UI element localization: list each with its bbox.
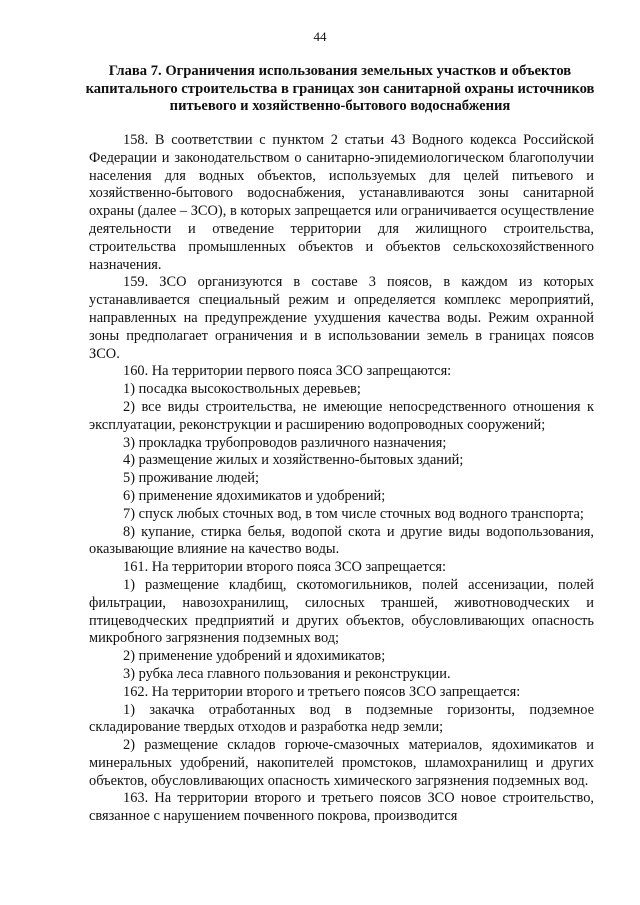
list-item: 1) размещение кладбищ, скотомогильников, полей ассенизации, полей фильтрации, навозохранилищ, силосных траншей, животноводческих и птицеводческих предприятий и других объектов, обусловливающих опасность микробного загрязнения подземных вод;: [89, 576, 594, 647]
list-item: 6) применение ядохимикатов и удобрений;: [123, 487, 386, 504]
list-item: 1) посадка высокоствольных деревьев;: [123, 381, 361, 398]
chapter-title: Глава 7. Ограничения использования земельных участков и объектов капитального строительства в границах зон санитарной охраны источников питьевого и хозяйственно-бытового водоснабжения: [85, 63, 595, 114]
paragraph-162: 162. На территории второго и третьего поясов ЗСО запрещается:: [123, 683, 521, 700]
list-item: 8) купание, стирка белья, водопой скота и другие виды водопользования, оказывающие влияние на качество воды.: [89, 523, 594, 558]
paragraph-160: 160. На территории первого пояса ЗСО запрещаются:: [123, 363, 452, 380]
list-item: 5) проживание людей;: [123, 470, 259, 487]
list-item: 7) спуск любых сточных вод, в том числе сточных вод водного транспорта;: [123, 505, 584, 522]
list-item: 2) применение удобрений и ядохимикатов;: [123, 648, 386, 665]
list-item: 2) размещение складов горюче-смазочных материалов, ядохимикатов и минеральных удобрений, накопителей промстоков, шламохранилищ и других объектов, обусловливающих опасность химического загрязнения подземных вод.: [89, 737, 594, 789]
document-body: [89, 132, 594, 826]
list-item: 3) прокладка трубопроводов различного назначения;: [123, 434, 447, 451]
paragraph-163: 163. На территории второго и третьего поясов ЗСО новое строительство, связанное с нарушением почвенного покрова, производится: [89, 790, 594, 825]
paragraph-159: 159. ЗСО организуются в составе 3 поясов, в каждом из которых устанавливается специальный режим и определяется комплекс мероприятий, направленных на предупреждение ухудшения качества воды. Режим охранной зоны предполагает ограничения и в использовании земель в границах поясов ЗСО.: [89, 274, 594, 362]
list-item: 3) рубка леса главного пользования и реконструкции.: [123, 665, 451, 682]
list-item: 2) все виды строительства, не имеющие непосредственного отношения к эксплуатации, реконструкции и расширению водопроводных сооружений;: [89, 398, 594, 433]
page-number: 44: [313, 29, 327, 44]
list-item: 4) размещение жилых и хозяйственно-бытовых зданий;: [123, 452, 464, 469]
paragraph-161: 161. На территории второго пояса ЗСО запрещается:: [123, 559, 446, 576]
paragraph-158: 158. В соответствии с пунктом 2 статьи 43 Водного кодекса Российской Федерации и законодательством о санитарно-эпидемиологическом благополучии населения для водных объектов, используемых для целей питьевого и хозяйственно-бытового водоснабжения, устанавливаются зоны санитарной охраны (далее – ЗСО), в которых запрещается или ограничивается осуществление деятельности и отведение территории для жилищного строительства, строительства промышленных объектов и объектов сельскохозяйственного назначения.: [89, 132, 594, 273]
list-item: 1) закачка отработанных вод в подземные горизонты, подземное складирование твердых отходов и разработка недр земли;: [89, 701, 594, 736]
